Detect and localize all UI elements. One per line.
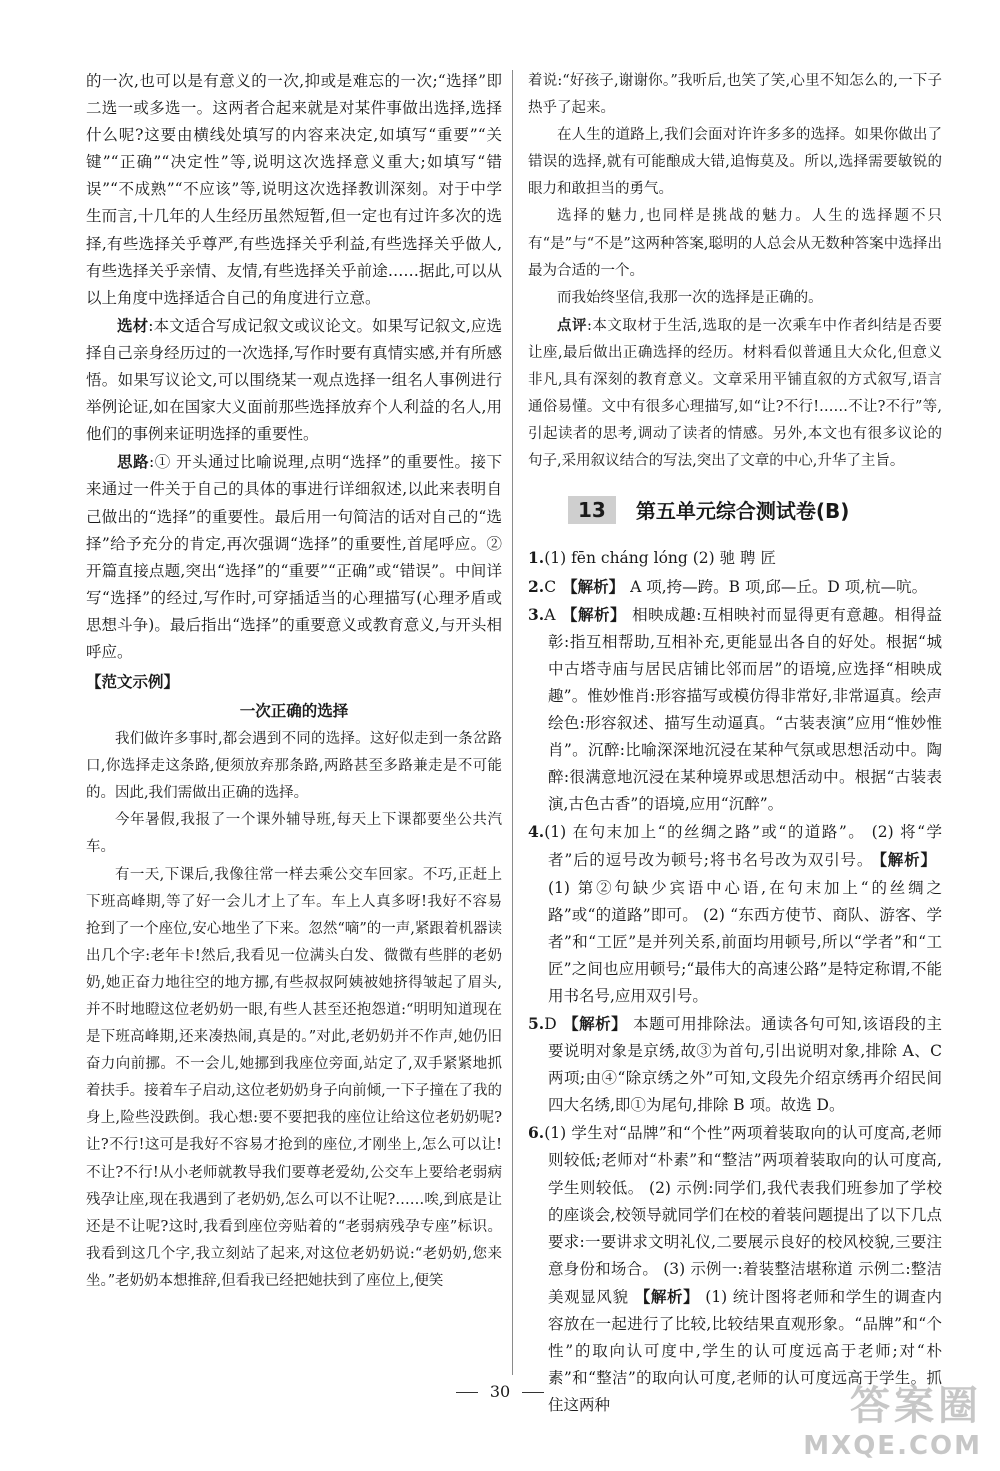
paragraph-dianping bbox=[528, 312, 942, 476]
watermark-logo bbox=[803, 1374, 982, 1461]
keyword-label: 思路 bbox=[117, 452, 150, 472]
answer-text: (1) 第②句缺少宾语中心语,在句末加上“的丝绸之路”或“的道路”即可。 (2) “东西方使节、商队、游客、学者”和“工匠”是并列关系,前面均用顿号,所以“学者”和“工匠”之间也应用顿号;“最伟大的高速公路”是特定称谓,不能用书名号,应用双引号。 bbox=[548, 878, 942, 1005]
keyword-label: 选材 bbox=[117, 315, 149, 335]
page-dash bbox=[522, 1392, 544, 1393]
paragraph-text: :本文适合写成记叙文或议论文。如果写记叙文,应选择自己亲身经历过的一次选择,写作时要有真情实感,并有所感悟。如果写议论文,可以围绕某一观点选择一组名人事例进行举例论证,如在国家大义面前那些选择放弃个人利益的名人,用他们的事例来证明选择的重要性。 bbox=[86, 316, 502, 444]
essay-paragraph: 着说:“好孩子,谢谢你。”我听后,也笑了笑,心里不知怎么的,一下子热乎了起来。 bbox=[528, 73, 942, 117]
section-title: 第五单元综合测试卷(B) bbox=[635, 499, 850, 524]
answer-choice: D bbox=[544, 1015, 557, 1033]
paragraph: 的一次,也可以是有意义的一次,抑或是难忘的一次;“选择”即二选一或多选一。这两者合起来就是对某件事做出选择,选择什么呢?这要由横线处填写的内容来决定,如填写“重要”“关键”“正确”“决定性”等,说明这次选择意义重大;如填写“错误”“不成熟”“不应该”等,说明这次选择教训深刻。对于中学生而言,十几年的人生经历虽然短暂,但一定也有过许多次的选择,有些选择关乎尊严,有些选择关乎利益,有些选择关乎做人,有些选择关乎亲情、友情,有些选择关乎前途……据此,可以从以上角度中选择适合自己的角度进行立意。 bbox=[86, 72, 502, 307]
answer-item bbox=[528, 818, 942, 1010]
answer-choice: (1) 在句末加上“的丝绸之路”或“的道路”。 (2) 将“学者”后的逗号改为顿号;将书名号改为双引号。 bbox=[544, 823, 942, 870]
answer-choice: A bbox=[544, 605, 556, 624]
paragraph-silu bbox=[86, 448, 502, 666]
answer-text: 本题可用排除法。通读各句可知,该语段的主要说明对象是京绣,故③为首句,引出说明对象,排除 A、C 两项;由④“除京绣之外”可知,文段先介绍京绣再介绍民间四大名绣,即①为尾句,排除 B 项。故选 D。 bbox=[548, 1015, 942, 1115]
watermark-text: 答案圈 bbox=[850, 1383, 982, 1429]
analysis-label: 【解析】 bbox=[634, 1286, 700, 1306]
answer-text: 相映成趣:互相映衬而显得更有意趣。相得益彰:指互相帮助,互相补充,更能显出各自的好处。根据“城中古塔寺庙与居民店铺比邻而居”的语境,应选择“相映成趣”。惟妙惟肖:形容描写或模仿得非常好,非常逼真。绘声绘色:形容叙述、描写生动逼真。“古装表演”应用“惟妙惟肖”。沉醉:比喻深深地沉浸在某种气氛或思想活动中。陶醉:很满意地沉浸在某种境界或思想活动中。根据“古装表演,古色古香”的语境,应用“沉醉”。 bbox=[548, 605, 942, 814]
answer-item bbox=[528, 1010, 942, 1119]
essay-body bbox=[86, 726, 502, 1295]
section-heading bbox=[568, 495, 942, 524]
answer-number: 4. bbox=[528, 822, 545, 842]
answer-number: 6. bbox=[528, 1123, 545, 1143]
answer-text: A 项,挎—跨。B 项,邱—丘。D 项,杭—吭。 bbox=[630, 577, 928, 596]
answer-item bbox=[528, 601, 942, 819]
essay-paragraph: 选择的魅力,也同样是挑战的魅力。人生的选择题不只有“是”与“不是”这两种答案,聪明的人总会从无数种答案中选择出最为合适的一个。 bbox=[528, 208, 942, 279]
answer-number: 3. bbox=[528, 604, 545, 624]
answer-choice: (1) 学生对“品牌”和“个性”两项着装取向的认可度高,老师则较低;老师对“朴素”和“整洁”两项着装取向的认可度高,学生则较低。 (2) 示例:同学们,我代表我们班参加了学校的座谈会,校领导就同学们在校的着装问题提出了以下几点要求:一要讲求文明礼仪,二要展示良好的校风校貌,三要注意身份和场合。 (3) 示例一:着装整洁堪称道 示例二:整洁美观显风貌 bbox=[544, 1124, 942, 1306]
analysis-label: 【解析】 bbox=[879, 850, 936, 870]
answer-choice: C bbox=[544, 577, 557, 596]
answer-text: (1) 统计图将老师和学生的调查内容放在一起进行了比较,比较结果直观形象。“品牌”和“个性”的取向认可度中,学生的认可度远高于老师;对“朴素”和“整洁”的取向认可度,老师的认可度远高于学生。抓住这两种 bbox=[548, 1287, 942, 1415]
answer-number: 2. bbox=[528, 576, 545, 596]
paragraph-xuancai bbox=[86, 312, 502, 448]
answer-item bbox=[528, 573, 942, 601]
page-dash bbox=[456, 1392, 478, 1393]
essay-paragraph: 有一天,下课后,我像往常一样去乘公交车回家。不巧,正赶上下班高峰期,等了好一会儿才上了车。车上人真多呀!我好不容易抢到了一个座位,安心地坐了下来。忽然“嘀”的一声,紧跟着机器读出几个字:老年卡!然后,我看见一位满头白发、微微有些胖的老奶奶,她正奋力地往空的地方挪,有些叔叔阿姨被她挤得皱起了眉头,并不时地瞪这位老奶奶一眼,有些人甚至还抱怨道:“明明知道现在是下班高峰期,还来凑热闹,真是的。”对此,老奶奶并不作声,她仍旧奋力向前挪。不一会儿,她挪到我座位旁面,站定了,双手紧紧地抓着扶手。接着车子启动,这位老奶奶身子向前倾,一下子撞在了我的身上,险些没跌倒。我心想:要不要把我的座位让给这位老奶奶呢?让?不行!这可是我好不容易才抢到的座位,才刚坐上,怎么可以让!不让?不行!从小老师就教导我们要尊老爱幼,公交车上要给老弱病残孕让座,现在我遇到了老奶奶,怎么可以不让呢?……唉,到底是让还是不让呢?这时,我看到座位旁贴着的“老弱病残孕专座”标识。我看到这几个字,我立刻站了起来,对这位老奶奶说:“老奶奶,您来坐。”老奶奶本想推辞,但看我已经把她扶到了座位上,便笑 bbox=[86, 866, 502, 1289]
section-number: 13 bbox=[568, 496, 616, 524]
answer-number: 1. bbox=[528, 548, 545, 568]
column-divider bbox=[512, 70, 513, 1375]
analysis-label: 【解析】 bbox=[562, 1014, 628, 1033]
right-column bbox=[528, 68, 942, 1419]
left-column bbox=[86, 68, 502, 1295]
analysis-label: 【解析】 bbox=[562, 576, 625, 596]
answer-number: 5. bbox=[528, 1014, 545, 1033]
analysis-label: 【解析】 bbox=[561, 604, 627, 624]
keyword-label: 点评 bbox=[557, 316, 587, 334]
answer-item bbox=[528, 544, 942, 572]
essay-paragraph: 今年暑假,我报了一个课外辅导班,每天上下课都要坐公共汽车。 bbox=[86, 812, 502, 856]
paragraph-text: :本文取材于生活,选取的是一次乘车中作者纠结是否要让座,最后做出正确选择的经历。材料看似普通且大众化,但意义非凡,具有深刻的教育意义。文章采用平铺直叙的方式叙写,语言通俗易懂。文中有很多心理描写,如“让?不行!……不让?不行”等,引起读者的思考,调动了读者的情感。另外,本文也有很多议论的句子,采用叙议结合的写法,突出了文章的中心,升华了主旨。 bbox=[528, 317, 942, 470]
essay-paragraph: 我们做许多事时,都会遇到不同的选择。这好似走到一条岔路口,你选择走这条路,便须放弃那条路,两路甚至多路兼走是不可能的。因此,我们需做出正确的选择。 bbox=[86, 731, 502, 802]
paragraph-text: :① 开头通过比喻说理,点明“选择”的重要性。接下来通过一件关于自己的具体的事进行详细叙述,以此来表明自己做出的“选择”的重要性。最后用一句简洁的话对自己的“选择”给予充分的肯定,再次强调“选择”的重要性,首尾呼应。② 开篇直接点题,突出“选择”的“重要”“正确”或“错误”。中间详写“选择”的经过,写作时,可穿插适当的心理描写(心理矛盾或思想斗争)。最后指出“选择”的重要意义或教育意义,与开头相呼应。 bbox=[86, 453, 502, 661]
section-label: 【范文示例】 bbox=[86, 672, 180, 692]
essay-body-continued bbox=[528, 68, 942, 475]
answer-text: (1) fēn cháng lóng (2) 驰 聘 匠 bbox=[544, 549, 776, 568]
essay-title: 一次正确的选择 bbox=[239, 701, 349, 721]
watermark-url: MXQE.COM bbox=[803, 1431, 982, 1461]
page-number-text: 30 bbox=[489, 1382, 511, 1401]
essay-paragraph: 而我始终坚信,我那一次的选择是正确的。 bbox=[557, 289, 823, 306]
essay-paragraph: 在人生的道路上,我们会面对许许多多的选择。如果你做出了错误的选择,就有可能酿成大错,追悔莫及。所以,选择需要敏锐的眼力和敢担当的勇气。 bbox=[528, 127, 942, 198]
